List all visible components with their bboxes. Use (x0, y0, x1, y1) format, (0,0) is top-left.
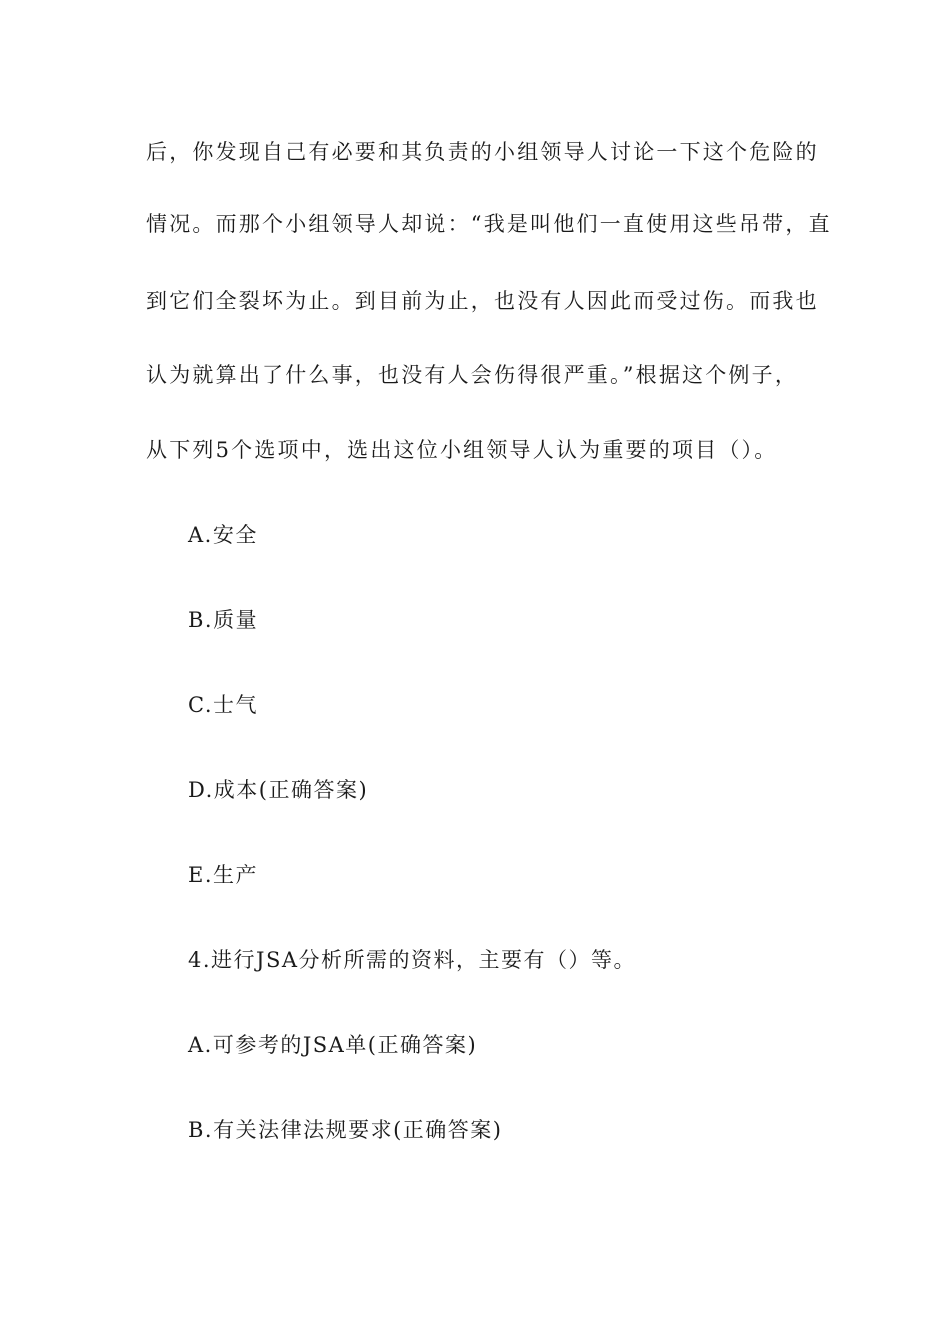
q4-option-b: B.有关法律法规要求(正确答案) (188, 1118, 503, 1142)
question-stem-line-2: 情况。而那个小组领导人却说：“我是叫他们一直使用这些吊带，直 (146, 212, 832, 236)
q4-option-a: A.可参考的JSA单(正确答案) (188, 1033, 478, 1057)
question-stem-line-3: 到它们全裂坏为止。到目前为止，也没有人因此而受过伤。而我也 (146, 289, 819, 313)
question-stem-line-1: 后，你发现自己有必要和其负责的小组领导人讨论一下这个危险的 (146, 140, 819, 164)
option-c-morale: C.士气 (188, 693, 258, 717)
question-4-stem: 4.进行JSA分析所需的资料，主要有（）等。 (188, 948, 637, 972)
question-stem-line-4: 认为就算出了什么事，也没有人会伤得很严重。”根据这个例子， (146, 363, 799, 387)
option-d-cost: D.成本(正确答案) (188, 778, 369, 802)
option-b-quality: B.质量 (188, 608, 259, 632)
option-e-production: E.生产 (188, 863, 259, 887)
option-a-safety: A.安全 (188, 523, 258, 547)
question-stem-line-5: 从下列5个选项中，选出这位小组领导人认为重要的项目（）。 (146, 438, 778, 462)
